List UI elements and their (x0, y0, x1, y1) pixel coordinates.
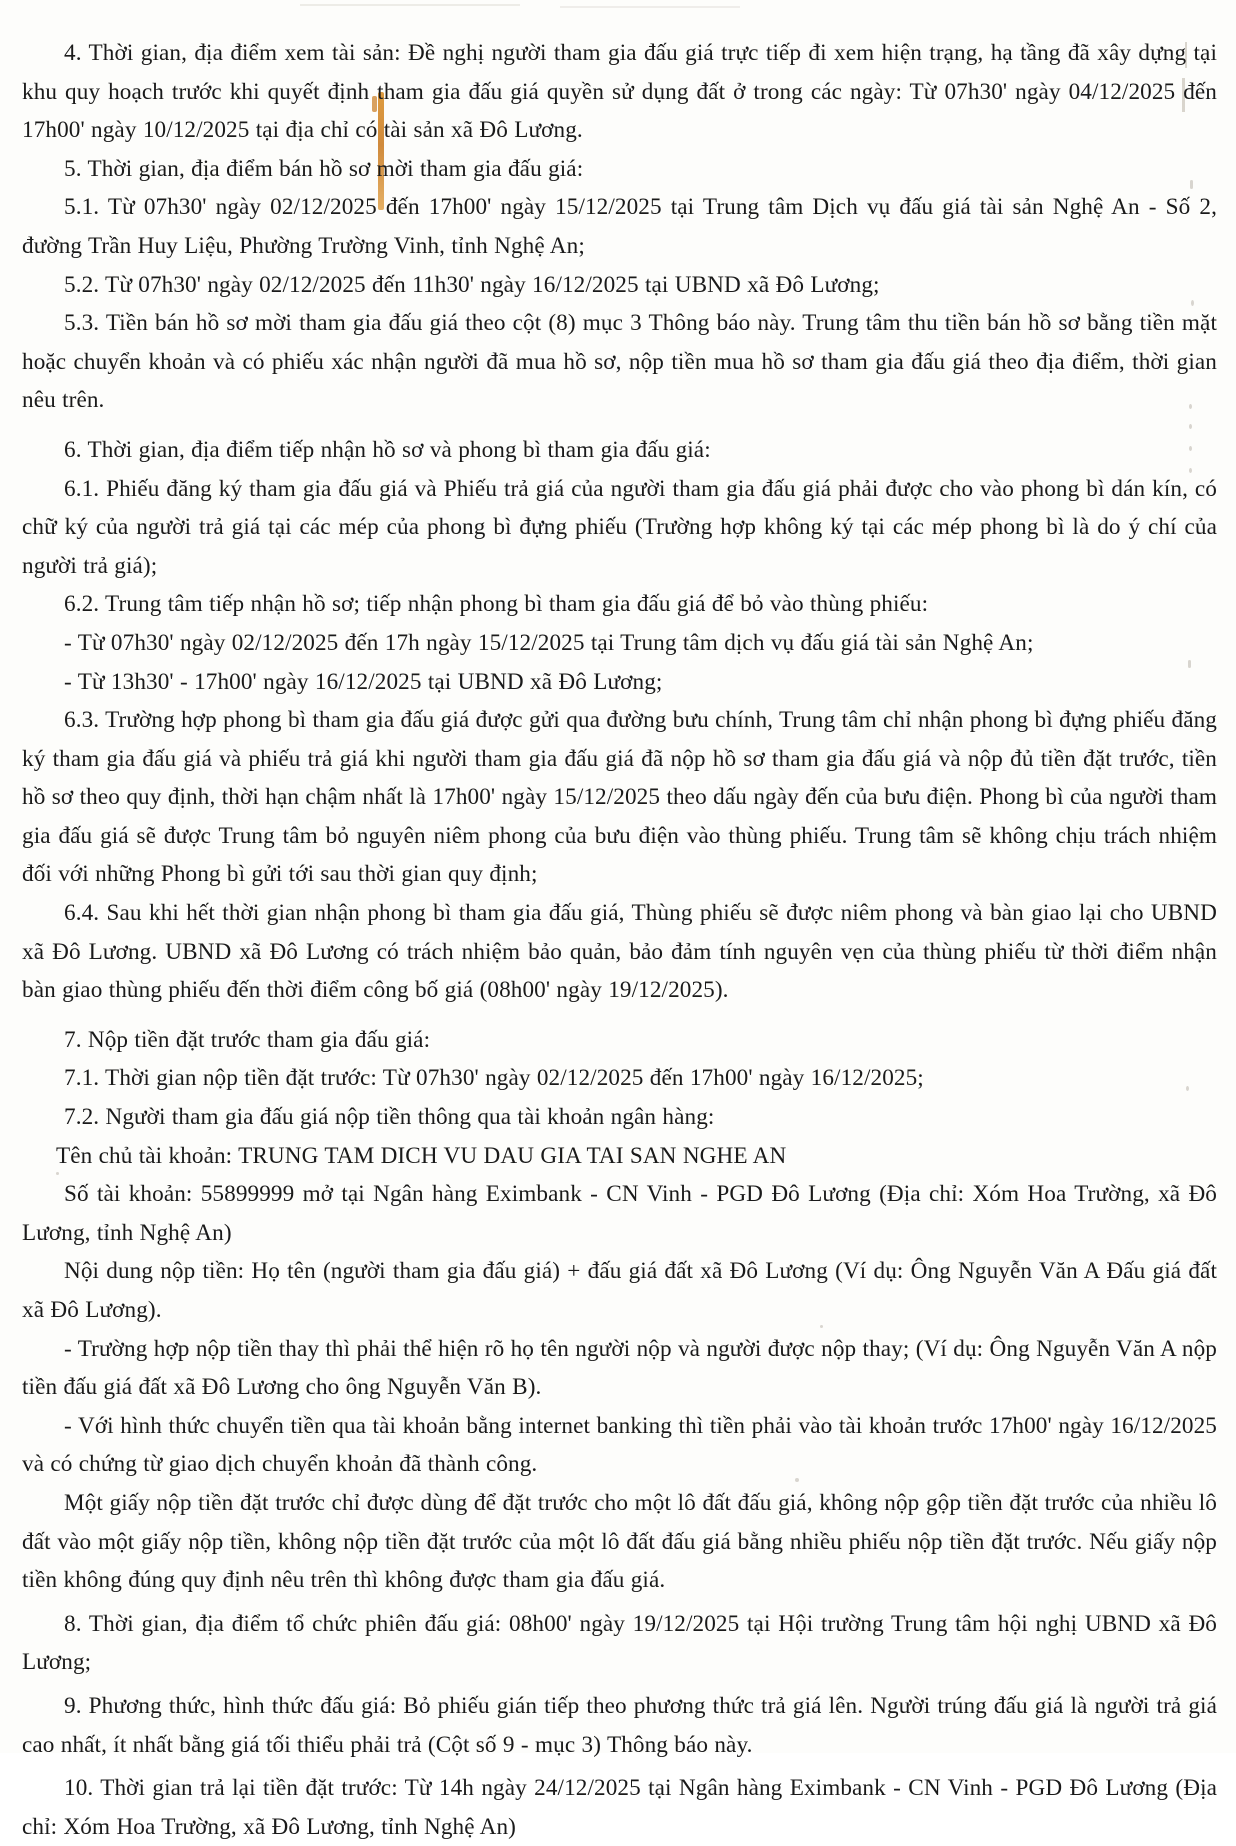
paragraph-section-10: 10. Thời gian trả lại tiền đặt trước: Từ 14h ngày 24/12/2025 tại Ngân hàng Eximbank - CN Vinh - PGD Đô Lương (Địa chỉ: Xóm Hoa Trường, xã Đô Lương, tỉnh Nghệ An) (22, 1775, 1217, 1840)
paragraph-section-6-4: 6.4. Sau khi hết thời gian nhận phong bì tham gia đấu giá, Thùng phiếu sẽ được niêm phong và bàn giao lại cho UBND xã Đô Lương. UBND xã Đô Lương có trách nhiệm bảo quản, bảo đảm tính nguyên vẹn của thùng phiếu từ thời điểm nhận bàn giao thùng phiếu đến thời điểm công bố giá (08h00' ngày 19/12/2025). (22, 900, 1217, 1004)
paragraph-section-6-1: 6.1. Phiếu đăng ký tham gia đấu giá và Phiếu trả giá của người tham gia đấu giá phải được cho vào phong bì dán kín, có chữ ký của người trả giá tại các mép của phong bì đựng phiếu (Trường hợp không ký tại các mép phong bì là do ý chí của người trả giá); (22, 475, 1217, 579)
paragraph-section-5-1: 5.1. Từ 07h30' ngày 02/12/2025 đến 17h00' ngày 15/12/2025 tại Trung tâm Dịch vụ đấu giá tài sản Nghệ An - Số 2, đường Trần Huy Liệu, Phường Trường Vinh, tỉnh Nghệ An; (22, 194, 1217, 259)
paragraph-section-5-3: 5.3. Tiền bán hồ sơ mời tham gia đấu giá theo cột (8) mục 3 Thông báo này. Trung tâm thu tiền bán hồ sơ bằng tiền mặt hoặc chuyển khoản và có phiếu xác nhận người đã mua hồ sơ, nộp tiền mua hồ sơ tham gia đấu giá theo địa điểm, thời gian nêu trên. (22, 310, 1217, 414)
paragraph-section-6-2-item-b: - Từ 13h30' - 17h00' ngày 16/12/2025 tại UBND xã Đô Lương; (64, 668, 663, 695)
paragraph-section-5: 5. Thời gian, địa điểm bán hồ sơ mời tham gia đấu giá: (64, 155, 584, 182)
paragraph-section-7-2: 7.2. Người tham gia đấu giá nộp tiền thông qua tài khoản ngân hàng: (64, 1104, 715, 1131)
paragraph-section-4: 4. Thời gian, địa điểm xem tài sản: Đề nghị người tham gia đấu giá trực tiếp đi xem hiện trạng, hạ tầng đã xây dựng tại khu quy hoạch trước khi quyết định tham gia đấu giá quyền sử dụng đất ở trong các ngày: Từ 07h30' ngày 04/12/2025 đến 17h00' ngày 10/12/2025 tại địa chỉ có tài sản xã Đô Lương. (22, 40, 1217, 144)
paragraph-section-6-2: 6.2. Trung tâm tiếp nhận hồ sơ; tiếp nhận phong bì tham gia đấu giá để bỏ vào thùng phiếu: (64, 591, 929, 618)
scan-top-edge (560, 6, 740, 8)
paragraph-section-7-1: 7.1. Thời gian nộp tiền đặt trước: Từ 07h30' ngày 02/12/2025 đến 17h00' ngày 16/12/2025; (64, 1065, 924, 1092)
scan-top-edge (300, 4, 520, 6)
document-body (22, 34, 1217, 1846)
paragraph-section-6: 6. Thời gian, địa điểm tiếp nhận hồ sơ và phong bì tham gia đấu giá: (64, 436, 711, 463)
paragraph-section-9: 9. Phương thức, hình thức đấu giá: Bỏ phiếu gián tiếp theo phương thức trả giá lên. Người trúng đấu giá là người trả giá cao nhất, ít nhất bằng giá tối thiểu phải trả (Cột số 9 - mục 3) Thông báo này. (22, 1692, 1217, 1758)
spacer (22, 1010, 1217, 1021)
paragraph-account-name: Tên chủ tài khoản: TRUNG TAM DICH VU DAU GIA TAI SAN NGHE AN (56, 1142, 787, 1169)
paragraph-deposit-note: Một giấy nộp tiền đặt trước chỉ được dùng để đặt trước cho một lô đất đấu giá, không nộp gộp tiền đặt trước của nhiều lô đất vào một giấy nộp tiền, không nộp tiền đặt trước của một lô đất đấu giá bằng nhiều phiếu nộp tiền đặt trước. Nếu giấy nộp tiền không đúng quy định nêu trên thì không được tham gia đấu giá. (22, 1489, 1217, 1594)
paragraph-section-5-2: 5.2. Từ 07h30' ngày 02/12/2025 đến 11h30' ngày 16/12/2025 tại UBND xã Đô Lương; (64, 271, 880, 298)
paragraph-section-8: 8. Thời gian, địa điểm tổ chức phiên đấu giá: 08h00' ngày 19/12/2025 tại Hội trường Trung tâm hội nghị UBND xã Đô Lương; (22, 1610, 1217, 1676)
paragraph-account-number: Số tài khoản: 55899999 mở tại Ngân hàng Eximbank - CN Vinh - PGD Đô Lương (Địa chỉ: Xóm Hoa Trường, xã Đô Lương, tỉnh Nghệ An) (22, 1181, 1217, 1246)
paragraph-section-6-2-item-a: - Từ 07h30' ngày 02/12/2025 đến 17h ngày 15/12/2025 tại Trung tâm dịch vụ đấu giá tài sản Nghệ An; (64, 629, 1034, 656)
spacer (22, 420, 1217, 431)
paragraph-section-7: 7. Nộp tiền đặt trước tham gia đấu giá: (64, 1026, 431, 1053)
paragraph-proxy-payment: - Trường hợp nộp tiền thay thì phải thể hiện rõ họ tên người nộp và người được nộp thay; (Ví dụ: Ông Nguyễn Văn A nộp tiền đấu giá đất xã Đô Lương cho ông Nguyễn Văn B). (22, 1335, 1217, 1401)
paragraph-internet-banking: - Với hình thức chuyển tiền qua tài khoản bằng internet banking thì tiền phải vào tài khoản trước 17h00' ngày 16/12/2025 và có chứng từ giao dịch chuyển khoản đã thành công. (22, 1412, 1217, 1478)
paragraph-transfer-content: Nội dung nộp tiền: Họ tên (người tham gia đấu giá) + đấu giá đất xã Đô Lương (Ví dụ: Ông Nguyễn Văn A Đấu giá đất xã Đô Lương). (22, 1258, 1217, 1323)
paragraph-section-6-3: 6.3. Trường hợp phong bì tham gia đấu giá được gửi qua đường bưu chính, Trung tâm chỉ nhận phong bì đựng phiếu đăng ký tham gia đấu giá và phiếu trả giá khi người tham gia đấu giá đã nộp hồ sơ tham gia đấu giá và nộp đủ tiền đặt trước, tiền hồ sơ theo quy định, thời hạn chậm nhất là 17h00' ngày 15/12/2025 theo dấu ngày đến của bưu điện. Phong bì của người tham gia đấu giá sẽ được Trung tâm bỏ nguyên niêm phong của bưu điện vào thùng phiếu. Trung tâm sẽ không chịu trách nhiệm đối với những Phong bì gửi tới sau thời gian quy định; (22, 707, 1217, 888)
